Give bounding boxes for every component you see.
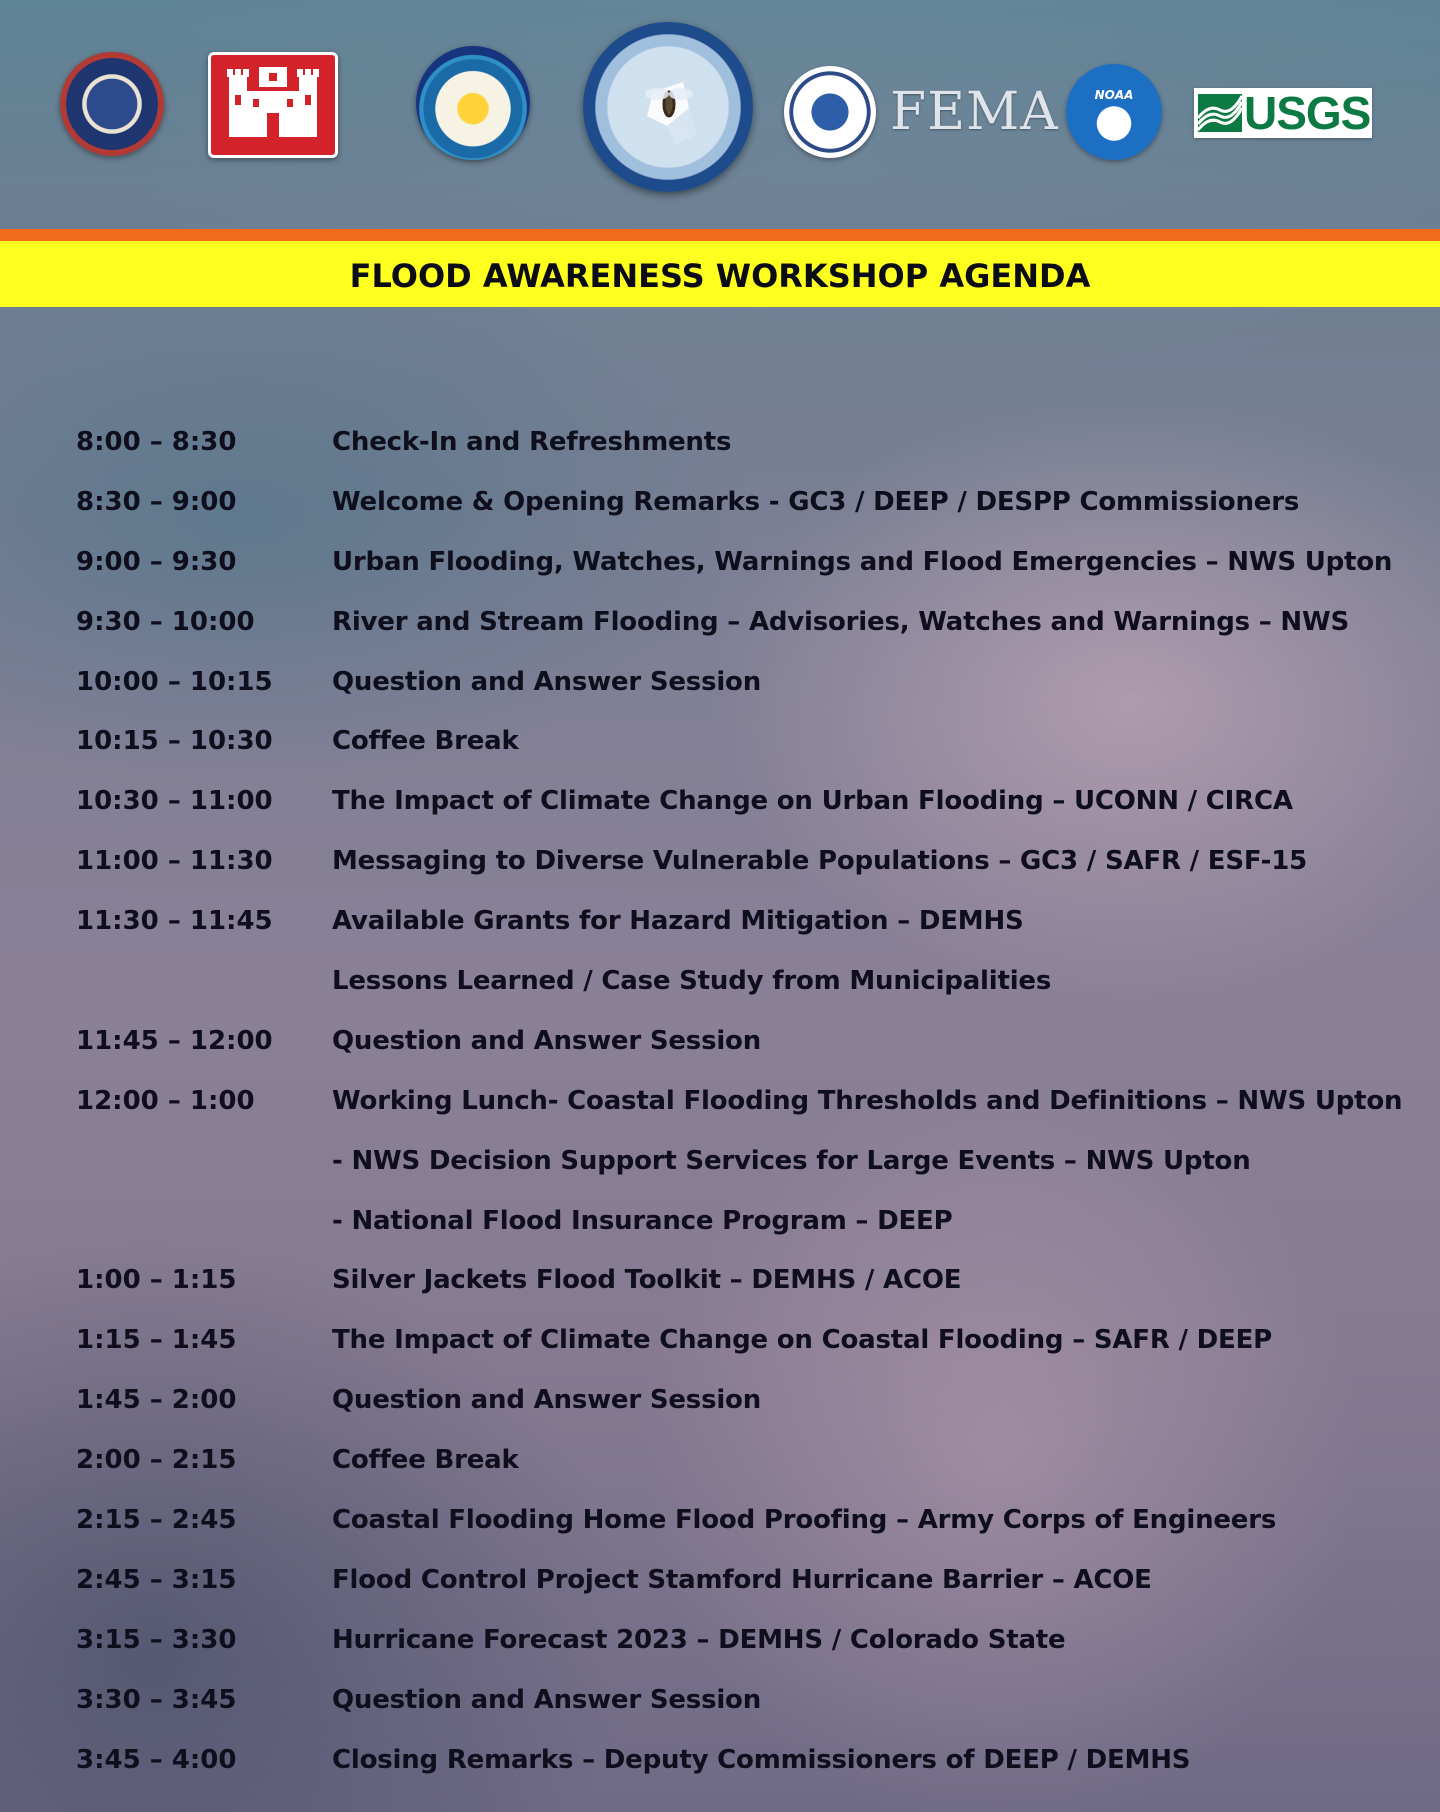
agenda-row [76,1191,1396,1251]
agenda-item: Question and Answer Session [332,1684,762,1715]
agenda-item: The Impact of Climate Change on Urban Flooding – UCONN / CIRCA [332,786,1293,817]
logo-strip [0,0,1440,230]
agenda-time: 10:15 – 10:30 [76,726,273,757]
agenda-item: The Impact of Climate Change on Coastal Flooding – SAFR / DEEP [332,1325,1273,1356]
usgs-wordmark [1194,88,1372,138]
agenda-item: Coffee Break [332,1445,519,1476]
ct-state-seal-icon [60,52,164,156]
agenda-row [76,1490,1396,1550]
agenda-time: 2:15 – 2:45 [76,1505,237,1536]
agenda-time: 9:00 – 9:30 [76,546,237,577]
orange-rule [0,229,1440,241]
agenda-time: 11:00 – 11:30 [76,846,273,877]
agenda-time: 10:00 – 10:15 [76,666,273,697]
agenda-row [76,412,1396,472]
agenda-item: River and Stream Flooding – Advisories, Watches and Warnings – NWS [332,606,1349,637]
agenda-item: Question and Answer Session [332,1025,762,1056]
agenda-time: 11:45 – 12:00 [76,1025,273,1056]
agenda-row [76,1071,1403,1131]
agenda-item: Available Grants for Hazard Mitigation – DEMHS [332,906,1024,937]
agenda-row [76,652,1396,712]
agenda-time: 1:45 – 2:00 [76,1385,237,1416]
agenda-row [76,1430,1396,1490]
agenda-row [76,1550,1396,1610]
fema-wordmark: FEMA [890,82,1059,142]
agenda-time: 10:30 – 11:00 [76,786,273,817]
agenda-item: - NWS Decision Support Services for Large Events – NWS Upton [332,1145,1251,1176]
agenda-item: Hurricane Forecast 2023 – DEMHS / Colorado State [332,1624,1066,1655]
agenda-time: 1:00 – 1:15 [76,1265,237,1296]
agenda-row [76,1730,1396,1790]
agenda-time: 8:00 – 8:30 [76,427,237,457]
agenda-row [76,1011,1396,1071]
title-bar [0,241,1440,307]
agenda-item: Question and Answer Session [332,666,762,697]
noaa-emblem-icon [1066,64,1162,160]
agenda-item: Silver Jackets Flood Toolkit – DEMHS / ACOE [332,1265,962,1296]
agenda-row [76,592,1396,652]
agenda-time: 12:00 – 1:00 [76,1085,255,1116]
agenda-row [76,1610,1396,1670]
agenda-row [76,1370,1396,1430]
agenda-item: Closing Remarks – Deputy Commissioners of DEEP / DEMHS [332,1744,1191,1775]
agenda-row [76,831,1396,891]
dhs-seal-icon [784,66,876,158]
agenda-row [76,1670,1396,1730]
agenda-item: Check-In and Refreshments [332,427,732,457]
agenda-item: Flood Control Project Stamford Hurricane Barrier – ACOE [332,1564,1152,1595]
agenda-item: Working Lunch- Coastal Flooding Thresholds and Definitions – NWS Upton [332,1085,1403,1116]
agenda-list [76,412,1403,1789]
page-title: FLOOD AWARENESS WORKSHOP AGENDA [349,257,1091,295]
agenda-time: 2:45 – 3:15 [76,1564,237,1595]
agenda-time: 3:15 – 3:30 [76,1624,237,1655]
agenda-time: 2:00 – 2:15 [76,1445,237,1476]
ct-energy-environment-seal-icon [416,46,530,160]
agenda-row [76,711,1396,771]
agenda-item: Messaging to Diverse Vulnerable Populations – GC3 / SAFR / ESF-15 [332,846,1307,877]
agenda-row [76,951,1396,1011]
agenda-row [76,532,1396,592]
noaa-label: NOAA [1094,88,1134,102]
usgs-label: USGS [1244,87,1371,139]
agenda-time: 11:30 – 11:45 [76,906,273,937]
agenda-item: Coastal Flooding Home Flood Proofing – Army Corps of Engineers [332,1505,1277,1536]
agenda-row [76,771,1396,831]
usgs-waves-icon [1198,94,1242,132]
agenda-row [76,472,1396,532]
agenda-item: - National Flood Insurance Program – DEEP [332,1205,953,1236]
agenda-item: Welcome & Opening Remarks - GC3 / DEEP / DESPP Commissioners [332,486,1300,517]
agenda-time: 3:45 – 4:00 [76,1744,237,1775]
agenda-item: Coffee Break [332,726,519,757]
agenda-row [76,1131,1396,1191]
silver-jackets-seal-icon [583,22,753,192]
agenda-time: 3:30 – 3:45 [76,1684,237,1715]
agenda-item: Urban Flooding, Watches, Warnings and Flood Emergencies – NWS Upton [332,546,1393,577]
agenda-time: 1:15 – 1:45 [76,1325,237,1356]
agenda-item: Question and Answer Session [332,1385,762,1416]
agenda-row [76,1310,1396,1370]
agenda-row [76,1250,1396,1310]
agenda-time: 8:30 – 9:00 [76,486,237,517]
usace-castle-icon [208,52,338,158]
agenda-item: Lessons Learned / Case Study from Municipalities [332,966,1052,997]
agenda-time: 9:30 – 10:00 [76,606,255,637]
agenda-row [76,891,1396,951]
